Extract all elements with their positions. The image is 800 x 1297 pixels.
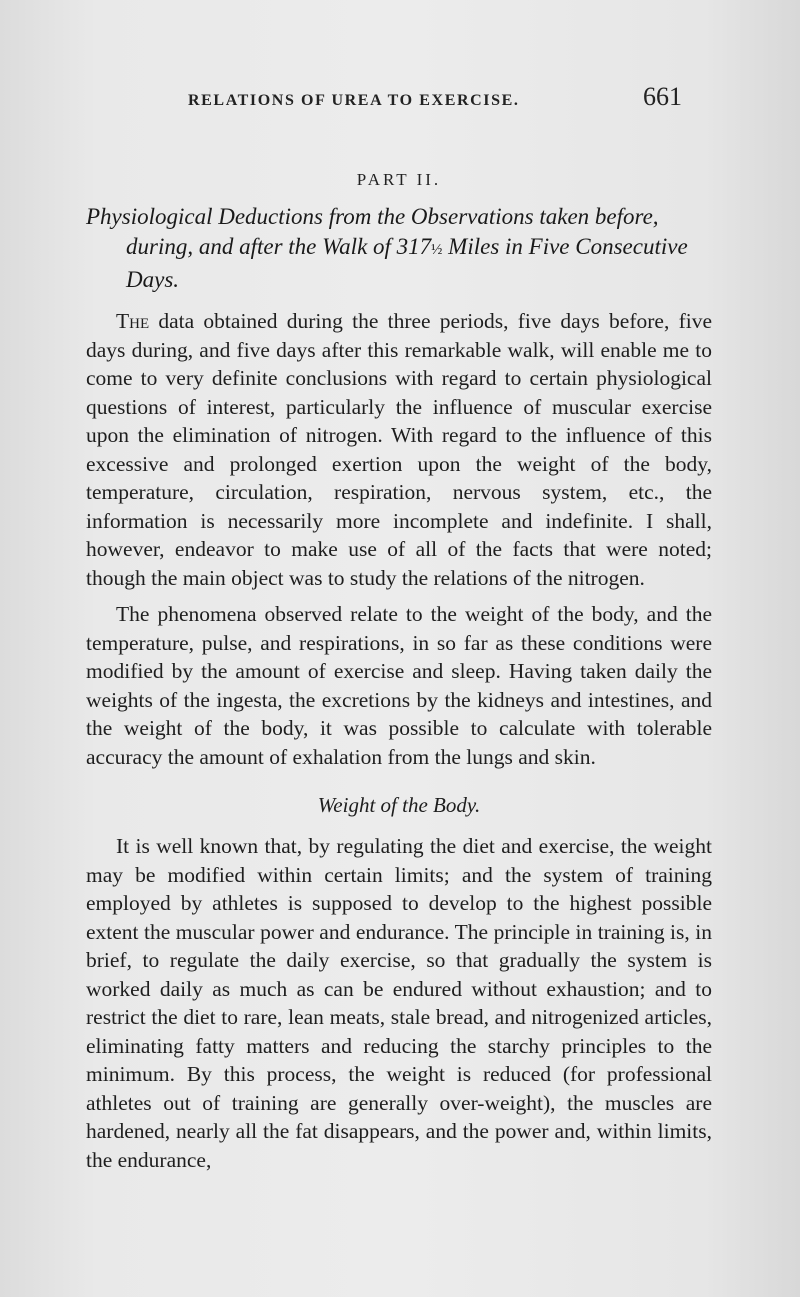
paragraph-1-lead: The [116, 309, 150, 333]
paragraph-2-text: The phenomena observed relate to the weight of the body, and the temperature, pulse, and respirations, in so far as these conditions were modified by the amount of exercise and sleep. Having taken daily the weights of the ingesta, the excretions by the kidneys and intestines, and the weight of the body, it was possible to calculate with tolerable accuracy the amount of exhalation from the lungs and skin. [86, 602, 712, 769]
paragraph-1 [86, 307, 712, 592]
paragraph-3-text: It is well known that, by regulating the diet and exercise, the weight may be modified within certain limits; and the system of training employed by athletes is supposed to develop to the highest possible extent the muscular power and endurance. The principle in training is, in brief, to regulate the daily exercise, so that gradually the system is worked daily as much as can be endured without exhaustion; and to restrict the diet to rare, lean meats, stale bread, and nitrogenized articles, eliminating fatty matters and reducing the starchy principles to the minimum. By this process, the weight is reduced (for professional athletes out of training are generally over-weight), the muscles are hardened, nearly all the fat disappears, and the power and, within limits, the endurance, [86, 834, 712, 1172]
section-title-fraction: ½ [431, 242, 443, 258]
section-title [86, 202, 712, 295]
paragraph-1-text: data obtained during the three periods, five days before, five days during, and five days after this remarkable walk, will enable me to come to very definite conclusions with regard to certain physiological questions of interest, particularly the influence of muscular exercise upon the elimination of nitrogen. With regard to the influence of this excessive and prolonged exertion upon the weight of the body, temperature, circulation, respiration, nervous system, etc., the information is necessarily more incomplete and indefinite. I shall, however, endeavor to make use of all of the facts that were noted; though the main object was to study the relations of the nitrogen. [86, 309, 712, 590]
paragraph-2 [86, 600, 712, 771]
page-content [86, 82, 712, 1174]
paragraph-3 [86, 832, 712, 1174]
running-title: RELATIONS OF UREA TO EXERCISE. [188, 92, 520, 109]
page-number: 661 [643, 82, 682, 111]
section-title-before: Physiological Deductions from the Observations taken before, during, and after the Walk of 317 [86, 204, 659, 259]
section-title-after: Miles in Five Consecutive Days. [126, 234, 688, 292]
subsection-heading: Weight of the Body. [317, 793, 481, 817]
running-head [86, 82, 712, 122]
part-heading: PART II. [356, 170, 442, 189]
